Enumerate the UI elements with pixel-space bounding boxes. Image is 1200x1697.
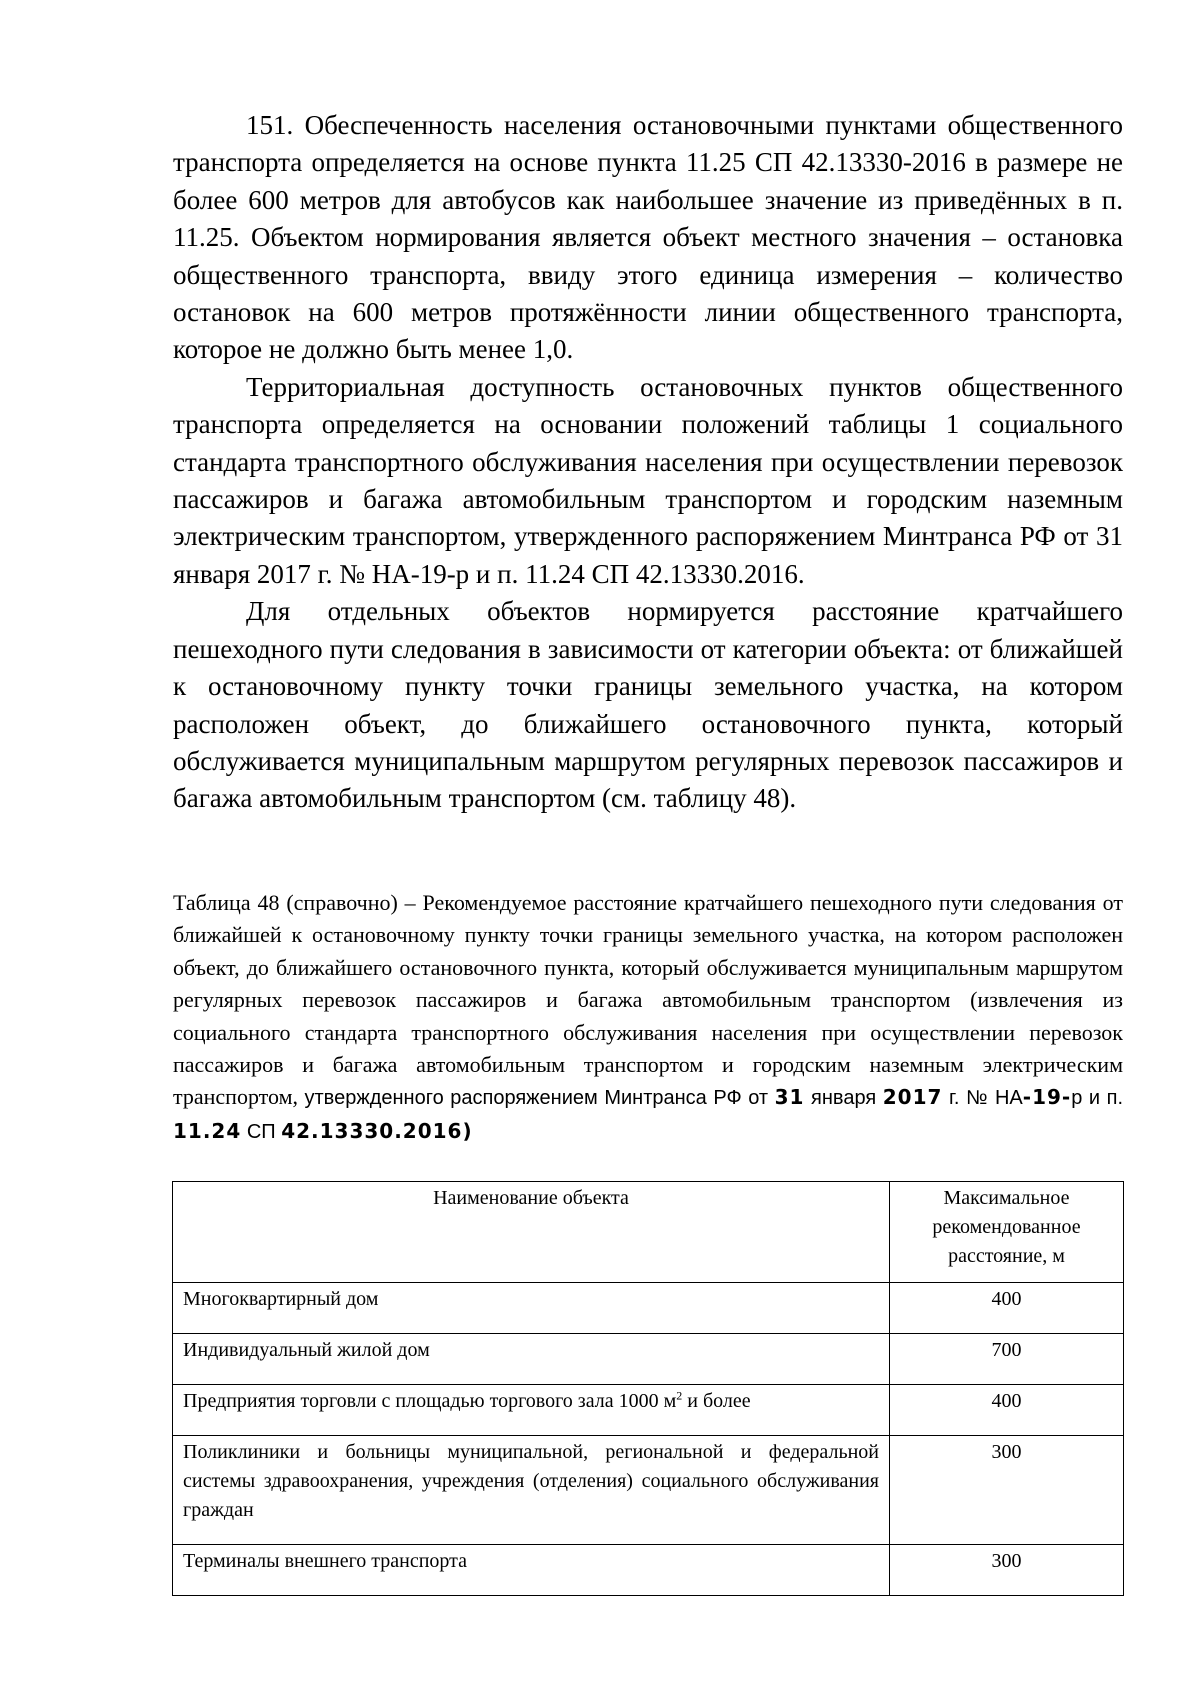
table-caption: [173, 887, 1123, 1148]
row-name: Терминалы внешнего транспорта: [173, 1545, 890, 1596]
row-value: 400: [890, 1283, 1124, 1334]
table-row: [173, 1436, 1124, 1545]
row-name: Поликлиники и больницы муниципальной, региональной и федеральной системы здравоохранения, учреждения (отделения) социального обслуживания граждан: [173, 1436, 890, 1545]
table-row: [173, 1385, 1124, 1436]
row-name: Индивидуальный жилой дом: [173, 1334, 890, 1385]
caption-main: Таблица 48 (справочно) – Рекомендуемое расстояние кратчайшего пешеходного пути следования от ближайшей к остановочному пункту точки границы земельного участка, на котором расположен объект, до ближайшего остановочного пункта, который обслуживается муниципальным маршрутом регулярных перевозок пассажиров и багажа автомобильным транспортом (извлечения из социального стандарта транспортного обслуживания населения при осуществлении перевозок пассажиров и багажа автомобильным транспортом и городским наземным электрическим транспортом,: [173, 890, 1123, 1110]
row-name: Предприятия торговли с площадью торгового зала 1000 $м^2$ и более: [173, 1385, 890, 1436]
paragraph-accessibility: Территориальная доступность остановочных пунктов общественного транспорта определяется на основании положений таблицы 1 социального стандарта транспортного обслуживания населения при осуществлении перевозок пассажиров и багажа автомобильным транспортом и городским наземным электрическим транспортом, утвержденного распоряжением Минтранса РФ от 31 января 2017 г. № НА-19-р и п. 11.24 СП 42.13330.2016.: [173, 371, 1123, 589]
body-text: [173, 107, 1123, 818]
caption-tail: утвержденного распоряжением Минтранса РФ от 31 января 2017 г. № НА-19-р и п. 11.24 СП 42.13330.2016): [173, 1085, 1124, 1143]
row-value: 400: [890, 1385, 1124, 1436]
table-row: [173, 1283, 1124, 1334]
table-header-row: [173, 1182, 1124, 1283]
row-value: 300: [890, 1436, 1124, 1545]
row-name: Многоквартирный дом: [173, 1283, 890, 1334]
paragraph-151: 151. Обеспеченность населения остановочными пунктами общественного транспорта определяется на основе пункта 11.25 СП 42.13330-2016 в размере не более 600 метров для автобусов как наибольшее значение из приведённых в п. 11.25. Объектом нормирования является объект местного значения – остановка общественного транспорта, ввиду этого единица измерения – количество остановок на 600 метров протяжённости линии общественного транспорта, которое не должно быть менее 1,0.: [173, 110, 1123, 365]
paragraph-walking-distance: Для отдельных объектов нормируется расстояние кратчайшего пешеходного пути следования в зависимости от категории объекта: от ближайшей к остановочному пункту точки границы земельного участка, на котором расположен объект, до ближайшего остановочного пункта, который обслуживается муниципальным маршрутом регулярных перевозок пассажиров и багажа автомобильным транспортом (см. таблицу 48).: [173, 596, 1123, 814]
row-value: 300: [890, 1545, 1124, 1596]
header-max-distance: Максимальное рекомендованное расстояние, м: [890, 1182, 1124, 1283]
distance-table: [172, 1181, 1124, 1596]
table-row: [173, 1334, 1124, 1385]
table-row: [173, 1545, 1124, 1596]
header-object-name: Наименование объекта: [173, 1182, 890, 1283]
row-value: 700: [890, 1334, 1124, 1385]
